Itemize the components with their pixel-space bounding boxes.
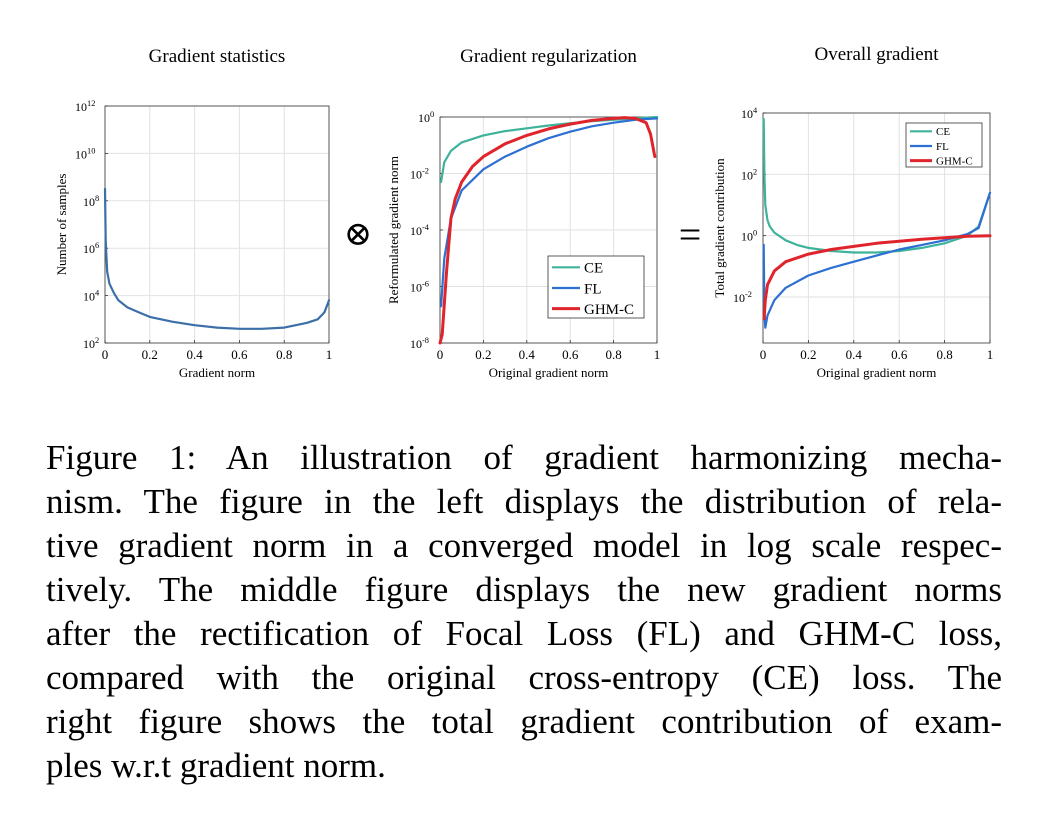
operator-times: ⊗ <box>343 216 373 253</box>
x-tick-label: 0.4 <box>845 347 862 362</box>
y-tick-label: $10^{-6}$ <box>410 279 429 295</box>
x-tick-label: 0.8 <box>936 347 953 362</box>
y-tick-label: $10^4$ <box>83 288 100 304</box>
x-tick-label: 0 <box>436 347 444 362</box>
y-tick-label: $10^0$ <box>741 228 758 244</box>
plot-overall-gradient <box>712 44 993 380</box>
y-tick-label: $10^6$ <box>83 241 100 257</box>
caption-line: nism. The figure in the left displays the distribution of rela- <box>46 482 1002 521</box>
caption-line: Figure 1: An illustration of gradient harmonizing mecha- <box>46 438 1002 477</box>
y-tick-label: $10^{-8}$ <box>410 336 429 351</box>
legend-label: GHM-C <box>584 301 635 318</box>
y-tick-label: $10^{-4}$ <box>410 223 429 238</box>
x-axis-label: Original gradient norm <box>816 365 937 380</box>
x-tick-label: 0.6 <box>231 347 248 362</box>
plot-gradient-regularization <box>386 46 660 380</box>
y-tick-label: $10^{-2}$ <box>733 290 752 305</box>
caption-line: after the rectification of Focal Loss (FL) and GHM-C loss, <box>46 614 1002 653</box>
y-tick-label: $10^2$ <box>83 336 100 351</box>
legend-label: FL <box>584 281 602 298</box>
operator-equals: = <box>678 212 702 257</box>
y-tick-label: $10^2$ <box>741 167 758 183</box>
y-axis-label: Number of samples <box>54 173 69 276</box>
y-axis-label: Reformulated gradient norm <box>386 155 401 305</box>
figure-caption <box>46 436 1002 788</box>
chart-title: Overall gradient <box>814 44 939 65</box>
x-tick-label: 0.8 <box>605 347 622 362</box>
y-tick-label: $10^4$ <box>741 106 758 121</box>
x-axis-label: Gradient norm <box>178 365 256 380</box>
y-axis-label: Total gradient contribution <box>712 158 727 298</box>
legend-label: CE <box>936 126 951 139</box>
legend-label: FL <box>936 140 949 153</box>
x-tick-label: 0.2 <box>800 347 817 362</box>
x-tick-label: 1 <box>325 347 333 362</box>
figure <box>0 0 1048 400</box>
x-tick-label: 1 <box>653 347 661 362</box>
caption-line: ples w.r.t gradient norm. <box>46 746 386 785</box>
x-tick-label: 0.4 <box>186 347 203 362</box>
chart-title: Gradient statistics <box>148 46 286 67</box>
y-tick-label: $10^8$ <box>83 193 100 209</box>
y-tick-label: $10^{-2}$ <box>410 166 429 182</box>
x-axis-label: Original gradient norm <box>488 365 609 380</box>
x-tick-label: 0.6 <box>891 347 908 362</box>
legend-label: GHM-C <box>936 155 973 168</box>
caption-line: right figure shows the total gradient contribution of exam- <box>46 702 1002 741</box>
plot-area <box>105 106 329 343</box>
plot-gradient-statistics <box>54 46 332 380</box>
y-tick-label: $10^{12}$ <box>75 99 96 114</box>
caption-line: compared with the original cross-entropy (CE) loss. The <box>46 658 1002 697</box>
x-tick-label: 0.4 <box>518 347 535 362</box>
x-tick-label: 0.8 <box>276 347 293 362</box>
y-tick-label: $10^0$ <box>418 110 435 125</box>
chart-title: Gradient regularization <box>460 46 637 67</box>
caption-line: tively. The middle figure displays the new gradient norms <box>46 570 1002 609</box>
caption-line: tive gradient norm in a converged model in log scale respec- <box>46 526 1002 565</box>
x-tick-label: 0.2 <box>475 347 492 362</box>
x-tick-label: 0 <box>759 347 767 362</box>
x-tick-label: 0.2 <box>141 347 158 362</box>
x-tick-label: 0 <box>101 347 109 362</box>
x-tick-label: 0.6 <box>562 347 579 362</box>
y-tick-label: $10^{10}$ <box>75 146 96 162</box>
legend-label: CE <box>584 260 604 277</box>
x-tick-label: 1 <box>986 347 994 362</box>
